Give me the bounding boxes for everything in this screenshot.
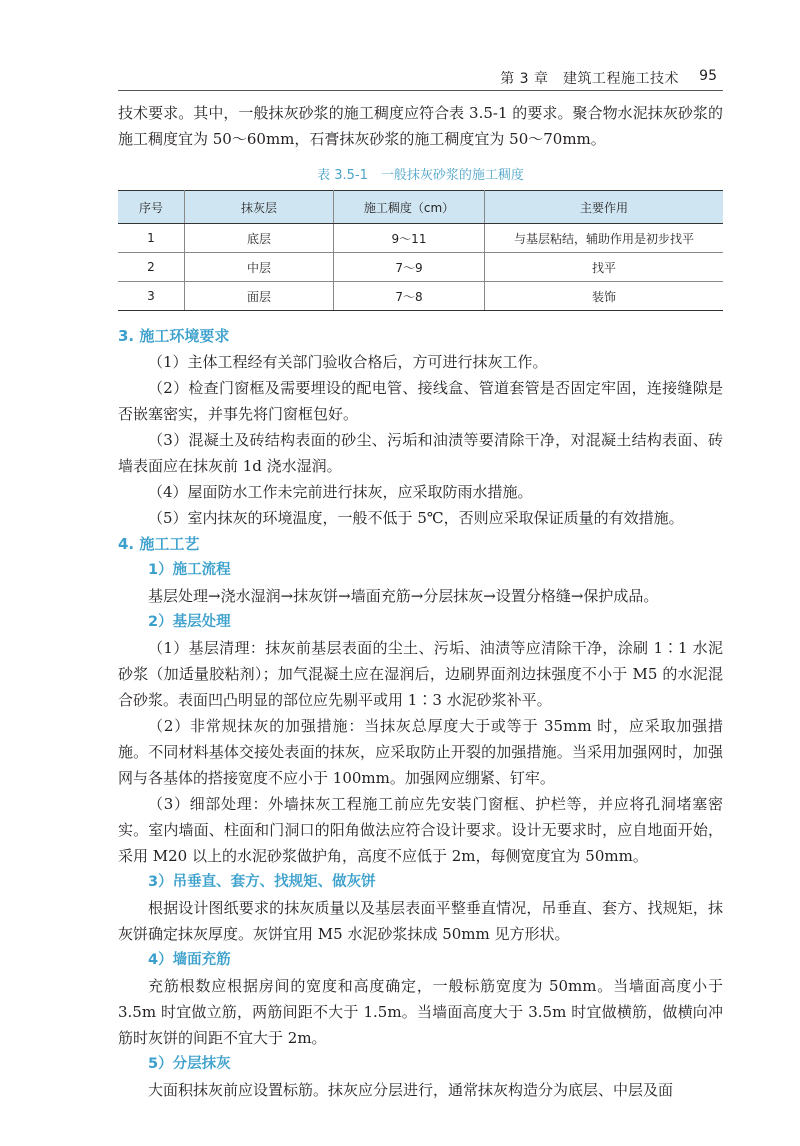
page-header	[118, 64, 723, 91]
table-row	[118, 224, 723, 253]
table-cell: 2	[118, 253, 185, 282]
table-cell: 与基层粘结，辅助作用是初步找平	[485, 224, 724, 253]
table-cell: 装饰	[485, 282, 724, 311]
table-cell: 面层	[185, 282, 334, 311]
table-cell: 9～11	[334, 224, 485, 253]
table-row	[118, 253, 723, 282]
plaster-consistency-table	[118, 190, 723, 311]
table-header-cell: 序号	[118, 191, 185, 224]
chapter-title: 第 3 章 建筑工程施工技术	[500, 71, 679, 87]
paragraph: （1）主体工程经有关部门验收合格后，方可进行抹灰工作。	[148, 353, 548, 371]
table-header-row	[118, 191, 723, 224]
table-row	[118, 282, 723, 311]
page-number: 95	[699, 68, 717, 84]
paragraph: （2）非常规抹灰的加强措施：当抹灰总厚度大于或等于 35mm 时，应采取加强措施。不同材料基体交接处表面的抹灰，应采取防止开裂的加强措施。当采用加强网时，加强网与各基体的搭接宽度不应小于 100mm。加强网应绷紧、钉牢。	[118, 717, 723, 787]
paragraph: （1）基层清理：抹灰前基层表面的尘土、污垢、油渍等应清除干净，涂刷 1∶1 水泥砂浆（加适量胶粘剂）；加气混凝土应在湿润后，边刷界面剂边抹强度不小于 M5 的水泥混合砂浆。表面凹凸明显的部位应先剔平或用 1∶3 水泥砂浆补平。	[118, 639, 723, 709]
subsection-heading: 2）基层处理	[148, 614, 231, 630]
paragraph: （4）屋面防水工作未完前进行抹灰，应采取防雨水措施。	[148, 483, 533, 501]
paragraph: （5）室内抹灰的环境温度，一般不低于 5℃，否则应采取保证质量的有效措施。	[148, 509, 684, 527]
table-cell: 3	[118, 282, 185, 311]
paragraph: 大面积抹灰前应设置标筋。抹灰应分层进行，通常抹灰构造分为底层、中层及面	[148, 1081, 674, 1099]
section-heading: 3. 施工环境要求	[118, 327, 230, 345]
paragraph: （3）混凝土及砖结构表面的砂尘、污垢和油渍等要清除干净，对混凝土结构表面、砖墙表面应在抹灰前 1d 浇水湿润。	[118, 431, 723, 475]
table-cell: 中层	[185, 253, 334, 282]
table-header-cell: 抹灰层	[185, 191, 334, 224]
subsection-heading: 4）墙面充筋	[148, 952, 231, 968]
page-body	[118, 100, 723, 1103]
section-heading: 4. 施工工艺	[118, 535, 200, 553]
paragraph: 根据设计图纸要求的抹灰质量以及基层表面平整垂直情况，吊垂直、套方、找规矩，抹灰饼确定抹灰厚度。灰饼宜用 M5 水泥砂浆抹成 50mm 见方形状。	[118, 899, 723, 943]
paragraph: 充筋根数应根据房间的宽度和高度确定，一般标筋宽度为 50mm。当墙面高度小于 3.5m 时宜做立筋，两筋间距不大于 1.5m。当墙面高度大于 3.5m 时宜做横筋，做横向冲筋时灰饼的间距不宜大于 2m。	[118, 977, 723, 1047]
table-caption: 表 3.5-1 一般抹灰砂浆的施工稠度	[317, 168, 524, 183]
table-cell: 7～9	[334, 253, 485, 282]
table-cell: 底层	[185, 224, 334, 253]
intro-paragraph: 技术要求。其中，一般抹灰砂浆的施工稠度应符合表 3.5-1 的要求。聚合物水泥抹灰砂浆的施工稠度宜为 50～60mm，石膏抹灰砂浆的施工稠度宜为 50～70mm。	[118, 104, 723, 148]
table-cell: 找平	[485, 253, 724, 282]
table-header-cell: 施工稠度（cm）	[334, 191, 485, 224]
paragraph: （2）检查门窗框及需要埋设的配电管、接线盒、管道套管是否固定牢固，连接缝隙是否嵌塞密实，并事先将门窗框包好。	[118, 379, 723, 423]
subsection-heading: 5）分层抹灰	[148, 1056, 231, 1072]
paragraph: 基层处理→浇水湿润→抹灰饼→墙面充筋→分层抹灰→设置分格缝→保护成品。	[148, 587, 659, 605]
table-cell: 7～8	[334, 282, 485, 311]
table-cell: 1	[118, 224, 185, 253]
subsection-heading: 3）吊垂直、套方、找规矩、做灰饼	[148, 874, 376, 890]
paragraph: （3）细部处理：外墙抹灰工程施工前应先安装门窗框、护栏等，并应将孔洞堵塞密实。室内墙面、柱面和门洞口的阳角做法应符合设计要求。设计无要求时，应自地面开始，采用 M20 以上的水泥砂浆做护角，高度不应低于 2m，每侧宽度宜为 50mm。	[118, 795, 723, 865]
table-header-cell: 主要作用	[485, 191, 724, 224]
subsection-heading: 1）施工流程	[148, 562, 231, 578]
